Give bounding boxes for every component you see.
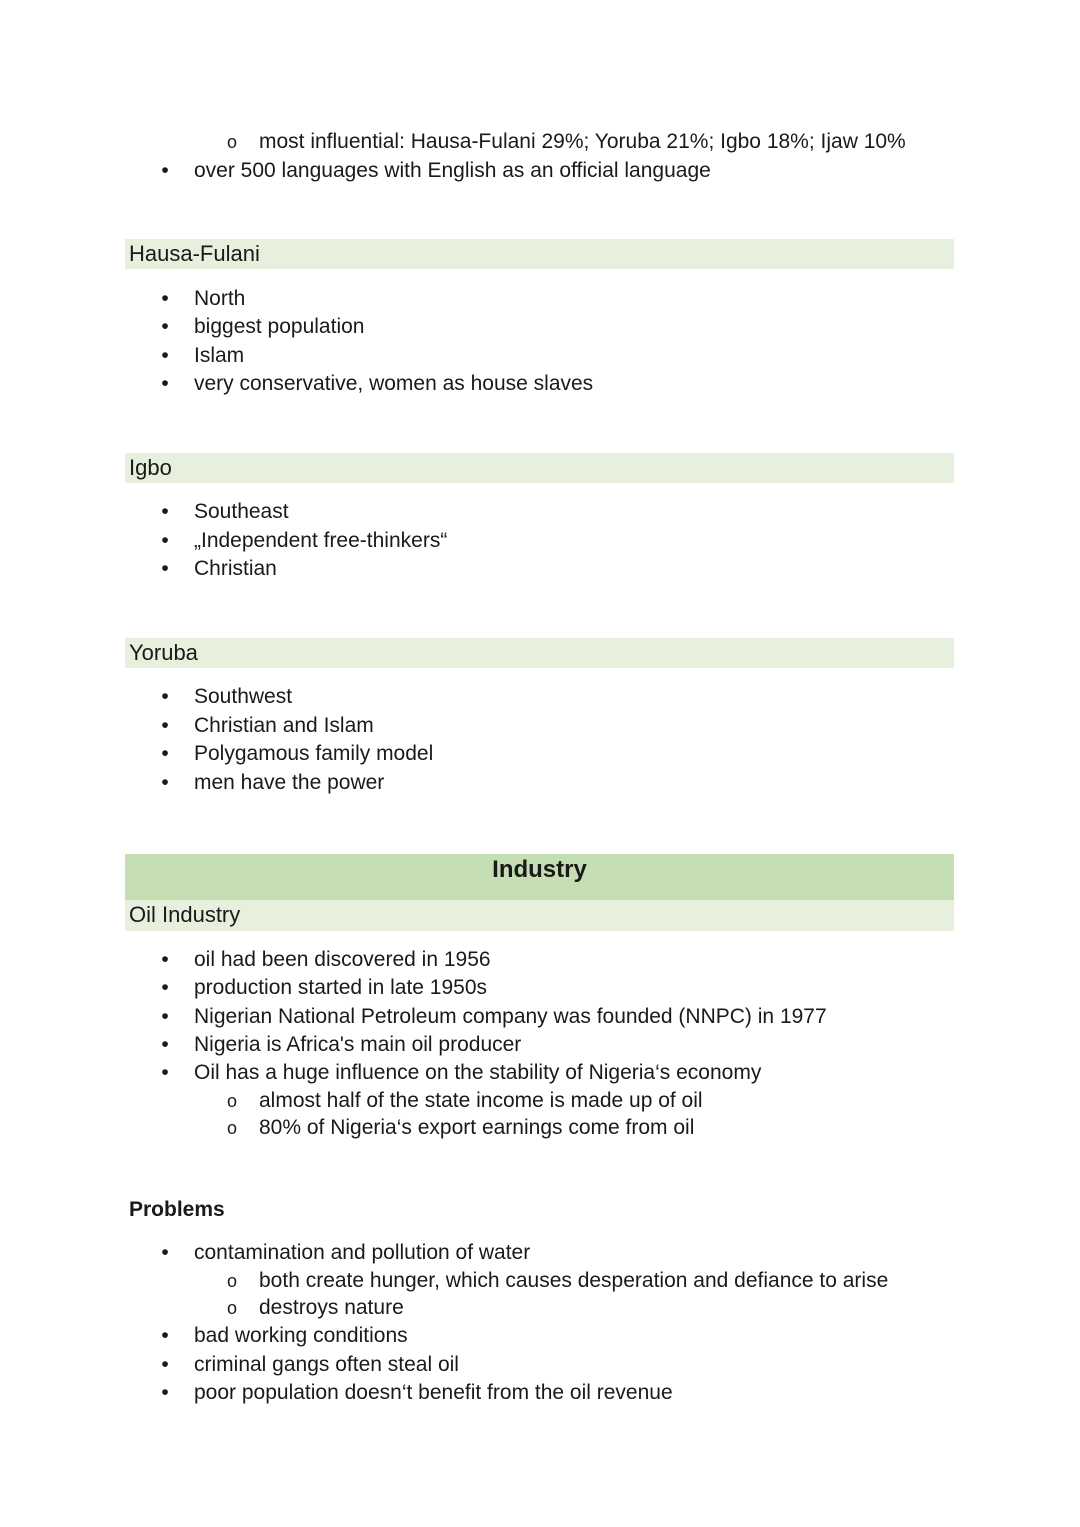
section-heading-problems: Problems xyxy=(129,1198,225,1221)
sub-bullet xyxy=(225,128,239,156)
bullet xyxy=(160,740,170,768)
section-title-industry: Industry xyxy=(492,856,587,883)
section-heading-hausa-fulani: Hausa-Fulani xyxy=(129,241,260,266)
heading-band xyxy=(125,638,954,668)
section-heading-igbo: Igbo xyxy=(129,455,172,480)
sub-bullet xyxy=(225,1087,239,1115)
list-item: Southeast xyxy=(194,500,289,523)
bullet xyxy=(160,974,170,1002)
list-item: Nigeria is Africa's main oil producer xyxy=(194,1033,522,1056)
heading-band xyxy=(125,900,954,931)
list-item: „Independent free-thinkers“ xyxy=(194,529,448,552)
bullet xyxy=(160,946,170,974)
bullet xyxy=(160,769,170,797)
bullet xyxy=(160,1322,170,1350)
bullet xyxy=(160,370,170,398)
list-item: oil had been discovered in 1956 xyxy=(194,948,491,971)
list-item: biggest population xyxy=(194,315,365,338)
list-item: almost half of the state income is made up of oil xyxy=(259,1089,703,1112)
sub-bullet xyxy=(225,1114,239,1142)
list-item: contamination and pollution of water xyxy=(194,1241,531,1264)
list-item: Polygamous family model xyxy=(194,742,434,765)
list-item: very conservative, women as house slaves xyxy=(194,372,594,395)
bullet xyxy=(160,157,170,185)
bullet xyxy=(160,555,170,583)
bullet xyxy=(160,498,170,526)
bullet xyxy=(160,1379,170,1407)
bullet xyxy=(160,313,170,341)
list-item: over 500 languages with English as an official language xyxy=(194,159,711,182)
list-item: Nigerian National Petroleum company was founded (NNPC) in 1977 xyxy=(194,1005,827,1028)
section-heading-oil-industry: Oil Industry xyxy=(129,902,241,927)
bullet xyxy=(160,342,170,370)
list-item: both create hunger, which causes desperation and defiance to arise xyxy=(259,1269,889,1292)
bullet xyxy=(160,1031,170,1059)
list-item: production started in late 1950s xyxy=(194,976,488,999)
list-item: bad working conditions xyxy=(194,1324,408,1347)
heading-band xyxy=(125,453,954,483)
bullet xyxy=(160,285,170,313)
list-item: men have the power xyxy=(194,771,385,794)
bullet xyxy=(160,712,170,740)
bullet xyxy=(160,1059,170,1087)
section-heading-yoruba: Yoruba xyxy=(129,640,198,665)
list-item: criminal gangs often steal oil xyxy=(194,1353,459,1376)
list-item: most influential: Hausa-Fulani 29%; Yoruba 21%; Igbo 18%; Ijaw 10% xyxy=(259,130,906,153)
bullet xyxy=(160,1351,170,1379)
list-item: Christian xyxy=(194,557,277,580)
list-item: Christian and Islam xyxy=(194,714,374,737)
sub-bullet xyxy=(225,1267,239,1295)
sub-bullet xyxy=(225,1294,239,1322)
bullet xyxy=(160,1239,170,1267)
bullet xyxy=(160,527,170,555)
list-item: Islam xyxy=(194,344,245,367)
list-item: poor population doesn‘t benefit from the oil revenue xyxy=(194,1381,673,1404)
list-item: Southwest xyxy=(194,685,293,708)
bullet xyxy=(160,683,170,711)
list-item: 80% of Nigeria‘s export earnings come from oil xyxy=(259,1116,695,1139)
list-item: destroys nature xyxy=(259,1296,404,1319)
bullet xyxy=(160,1003,170,1031)
list-item: Oil has a huge influence on the stability of Nigeria‘s economy xyxy=(194,1061,762,1084)
list-item: North xyxy=(194,287,246,310)
